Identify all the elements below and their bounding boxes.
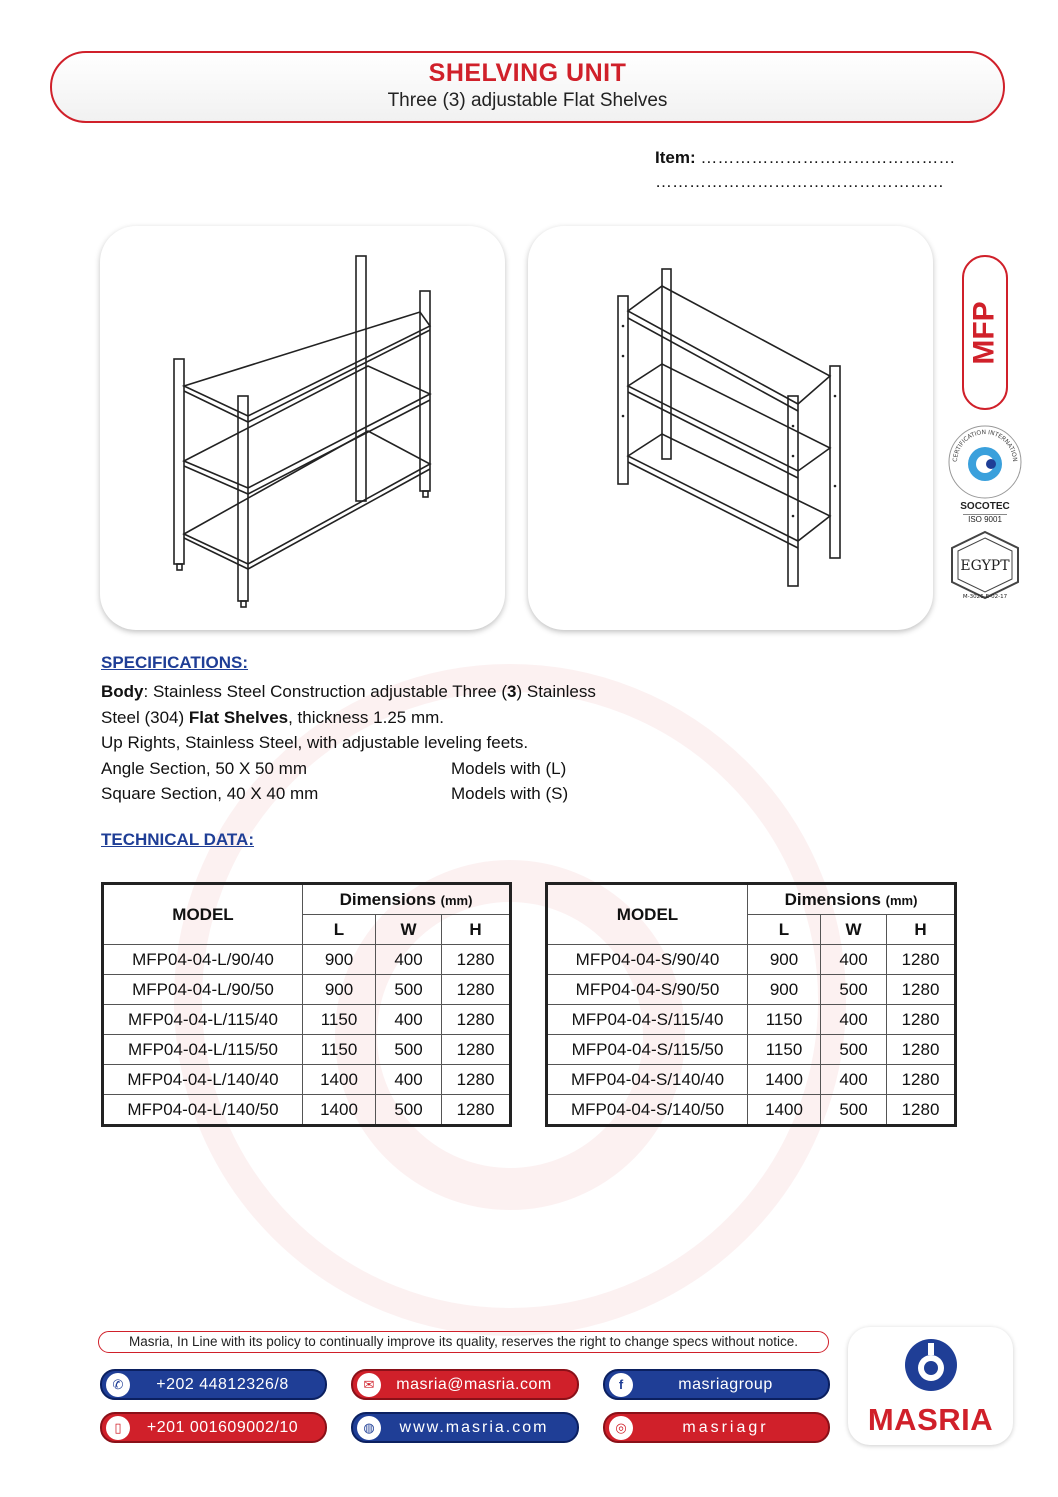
- spec-line3: Up Rights, Stainless Steel, with adjustable leveling feets.: [101, 733, 529, 752]
- spec-angle-models: Models with (L): [451, 758, 567, 778]
- model-cell: MFP04-04-S/140/50: [547, 1095, 748, 1126]
- col-h-header: H: [442, 915, 511, 945]
- col-w-header: W: [821, 915, 887, 945]
- model-cell: MFP04-04-L/140/40: [103, 1065, 303, 1095]
- height-cell: 1280: [887, 1005, 956, 1035]
- model-cell: MFP04-04-L/90/40: [103, 945, 303, 975]
- length-cell: 900: [303, 975, 376, 1005]
- mobile-icon: ▯: [106, 1416, 130, 1440]
- socotec-ring-text: CERTIFICATION INTERNATION: [951, 428, 1019, 463]
- table-row: [103, 975, 511, 1005]
- width-cell: 400: [821, 945, 887, 975]
- width-cell: 500: [821, 1035, 887, 1065]
- table-row: [103, 1095, 511, 1126]
- mfp-label: MFP: [968, 300, 1002, 365]
- col-l-header: L: [303, 915, 376, 945]
- facebook-icon: f: [609, 1373, 633, 1397]
- spec-line1-a: : Stainless Steel Construction adjustable Three (: [143, 682, 507, 701]
- length-cell: 900: [748, 945, 821, 975]
- table-row: [103, 1005, 511, 1035]
- product-image-angle: [100, 226, 505, 630]
- height-cell: 1280: [442, 1095, 511, 1126]
- egypt-label: EGYPT: [960, 558, 1010, 574]
- mfp-badge: [962, 255, 1008, 410]
- product-image-square: [528, 226, 933, 630]
- model-header: MODEL: [547, 884, 748, 945]
- globe-icon: ◍: [357, 1416, 381, 1440]
- width-cell: 400: [376, 1005, 442, 1035]
- length-cell: 1400: [303, 1095, 376, 1126]
- length-cell: 900: [748, 975, 821, 1005]
- length-cell: 1150: [748, 1035, 821, 1065]
- phone-1-link[interactable]: [100, 1369, 327, 1400]
- col-w-header: W: [376, 915, 442, 945]
- height-cell: 1280: [887, 975, 956, 1005]
- spec-line1-b: 3: [507, 682, 517, 701]
- table-row: [547, 1035, 956, 1065]
- spec-line1-c: ) Stainless: [516, 682, 596, 701]
- item-line-2: ……………………………………………: [655, 172, 944, 191]
- height-cell: 1280: [442, 1035, 511, 1065]
- table-row: [547, 1005, 956, 1035]
- item-field: [655, 148, 955, 192]
- egypt-certification-stamp: [946, 530, 1024, 600]
- model-cell: MFP04-04-S/140/40: [547, 1065, 748, 1095]
- item-label: Item:: [655, 148, 696, 167]
- socotec-certification: [945, 422, 1025, 524]
- spec-square: Square Section, 40 X 40 mm: [101, 784, 319, 803]
- title-banner: [50, 51, 1005, 123]
- item-line-1: ………………………………………: [700, 148, 956, 167]
- model-cell: MFP04-04-L/115/40: [103, 1005, 303, 1035]
- facebook-link[interactable]: [603, 1369, 830, 1400]
- instagram-icon: ◎: [609, 1416, 633, 1440]
- width-cell: 500: [821, 975, 887, 1005]
- length-cell: 1400: [748, 1065, 821, 1095]
- length-cell: 1150: [748, 1005, 821, 1035]
- model-cell: MFP04-04-S/115/40: [547, 1005, 748, 1035]
- spec-line2-c: , thickness 1.25 mm.: [288, 707, 444, 727]
- website-text: www.masria.com: [399, 1418, 549, 1436]
- page-title: SHELVING UNIT: [428, 59, 627, 87]
- dimensions-header: Dimensions (mm): [303, 884, 511, 915]
- table-row: [103, 1035, 511, 1065]
- email-icon: ✉: [357, 1373, 381, 1397]
- length-cell: 1400: [303, 1065, 376, 1095]
- socotec-logo-icon: [945, 422, 1025, 502]
- height-cell: 1280: [887, 1095, 956, 1126]
- height-cell: 1280: [887, 1065, 956, 1095]
- width-cell: 400: [821, 1005, 887, 1035]
- phone-1-text: +202 44812326/8: [156, 1375, 289, 1393]
- technical-data-heading: TECHNICAL DATA:: [101, 830, 254, 849]
- length-cell: 900: [303, 945, 376, 975]
- dimensions-header: Dimensions (mm): [748, 884, 956, 915]
- length-cell: 1400: [748, 1095, 821, 1126]
- specifications-body: [101, 679, 701, 807]
- height-cell: 1280: [442, 1065, 511, 1095]
- instagram-text: masriagr: [682, 1418, 769, 1436]
- model-cell: MFP04-04-L/90/50: [103, 975, 303, 1005]
- col-l-header: L: [748, 915, 821, 945]
- egypt-code: M-3026-E-02-17: [962, 594, 1008, 600]
- technical-table-l: [101, 882, 512, 1127]
- height-cell: 1280: [887, 945, 956, 975]
- col-h-header: H: [887, 915, 956, 945]
- width-cell: 500: [376, 1035, 442, 1065]
- disclaimer-notice: Masria, In Line with its policy to continually improve its quality, reserves the right to change specs without notice.: [98, 1331, 829, 1353]
- phone-2-link[interactable]: [100, 1412, 327, 1443]
- spec-line2-b: Flat Shelves: [188, 707, 289, 727]
- spec-angle: Angle Section, 50 X 50 mm: [101, 758, 308, 778]
- height-cell: 1280: [442, 975, 511, 1005]
- height-cell: 1280: [887, 1035, 956, 1065]
- specifications-heading: SPECIFICATIONS:: [101, 653, 249, 672]
- model-cell: MFP04-04-S/115/50: [547, 1035, 748, 1065]
- table-row: [103, 1065, 511, 1095]
- table-row: [547, 945, 956, 975]
- page-subtitle: Three (3) adjustable Flat Shelves: [387, 90, 668, 111]
- table-row: [547, 1065, 956, 1095]
- height-cell: 1280: [442, 1005, 511, 1035]
- phone-icon: ✆: [106, 1373, 130, 1397]
- table-row: [547, 1095, 956, 1126]
- email-text: masria@masria.com: [396, 1375, 552, 1393]
- model-cell: MFP04-04-S/90/40: [547, 945, 748, 975]
- table-row: [547, 975, 956, 1005]
- spec-body-label: Body: [101, 682, 144, 701]
- spec-line2-a: Steel (304): [101, 707, 189, 727]
- masria-logo: [848, 1327, 1013, 1445]
- model-cell: MFP04-04-S/90/50: [547, 975, 748, 1005]
- width-cell: 400: [821, 1065, 887, 1095]
- width-cell: 400: [376, 1065, 442, 1095]
- model-cell: MFP04-04-L/140/50: [103, 1095, 303, 1126]
- length-cell: 1150: [303, 1035, 376, 1065]
- iso-label: ISO 9001: [963, 514, 1007, 524]
- model-header: MODEL: [103, 884, 303, 945]
- spec-square-models: Models with (S): [451, 784, 569, 803]
- width-cell: 500: [821, 1095, 887, 1126]
- facebook-text: masriagroup: [678, 1375, 773, 1393]
- width-cell: 400: [376, 945, 442, 975]
- table-row: [103, 945, 511, 975]
- technical-table-s: [545, 882, 957, 1127]
- width-cell: 500: [376, 1095, 442, 1126]
- masria-logo-icon: [901, 1335, 961, 1395]
- width-cell: 500: [376, 975, 442, 1005]
- length-cell: 1150: [303, 1005, 376, 1035]
- height-cell: 1280: [442, 945, 511, 975]
- email-link[interactable]: [351, 1369, 579, 1400]
- website-link[interactable]: [351, 1412, 579, 1443]
- socotec-name: SOCOTEC: [960, 501, 1010, 512]
- masria-brand-text: MASRIA: [867, 1402, 994, 1437]
- instagram-link[interactable]: [603, 1412, 830, 1443]
- model-cell: MFP04-04-L/115/50: [103, 1035, 303, 1065]
- phone-2-text: +201 001609002/10: [146, 1418, 299, 1436]
